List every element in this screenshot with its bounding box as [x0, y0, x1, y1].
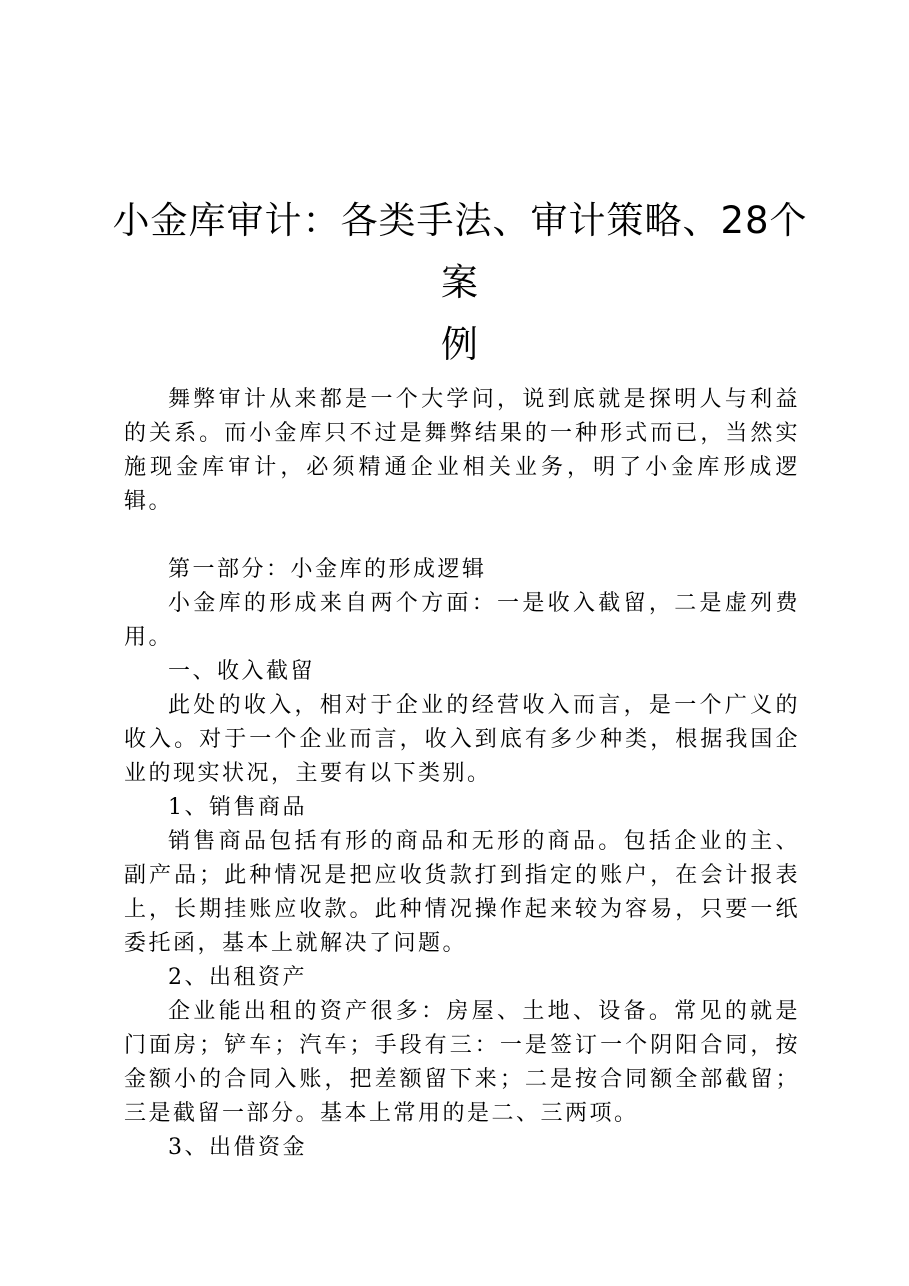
item3-heading: 3、出借资金	[168, 1135, 307, 1160]
document-title	[100, 190, 820, 376]
title-line-1: 小金库审计：各类手法、审计策略、28个案	[112, 199, 808, 304]
part1-heading: 第一部分：小金库的形成逻辑	[168, 557, 487, 582]
document-body	[124, 383, 800, 1165]
section1-heading: 一、收入截留	[168, 659, 316, 684]
item1-paragraph: 销售商品包括有形的商品和无形的商品。包括企业的主、副产品；此种情况是把应收货款打到指定的账户，在会计报表上，长期挂账应收款。此种情况操作起来较为容易，只要一纸委托函，基本上就解决了问题。	[124, 829, 800, 956]
intro-paragraph: 舞弊审计从来都是一个大学问，说到底就是探明人与利益的关系。而小金库只不过是舞弊结果的一种形式而已，当然实施现金库审计，必须精通企业相关业务，明了小金库形成逻辑。	[124, 387, 800, 514]
section1-paragraph: 此处的收入，相对于企业的经营收入而言，是一个广义的收入。对于一个企业而言，收入到底有多少种类，根据我国企业的现实状况，主要有以下类别。	[124, 693, 800, 786]
item2-paragraph: 企业能出租的资产很多：房屋、土地、设备。常见的就是门面房；铲车；汽车；手段有三：一是签订一个阴阳合同，按金额小的合同入账，把差额留下来；二是按合同额全部截留；三是截留一部分。基本上常用的是二、三两项。	[124, 999, 800, 1126]
part1-intro-paragraph: 小金库的形成来自两个方面：一是收入截留，二是虚列费用。	[124, 591, 800, 650]
paragraph-spacer	[124, 519, 800, 553]
title-line-2: 例	[441, 323, 479, 366]
item2-heading: 2、出租资产	[168, 965, 307, 990]
item1-heading: 1、销售商品	[168, 795, 307, 820]
